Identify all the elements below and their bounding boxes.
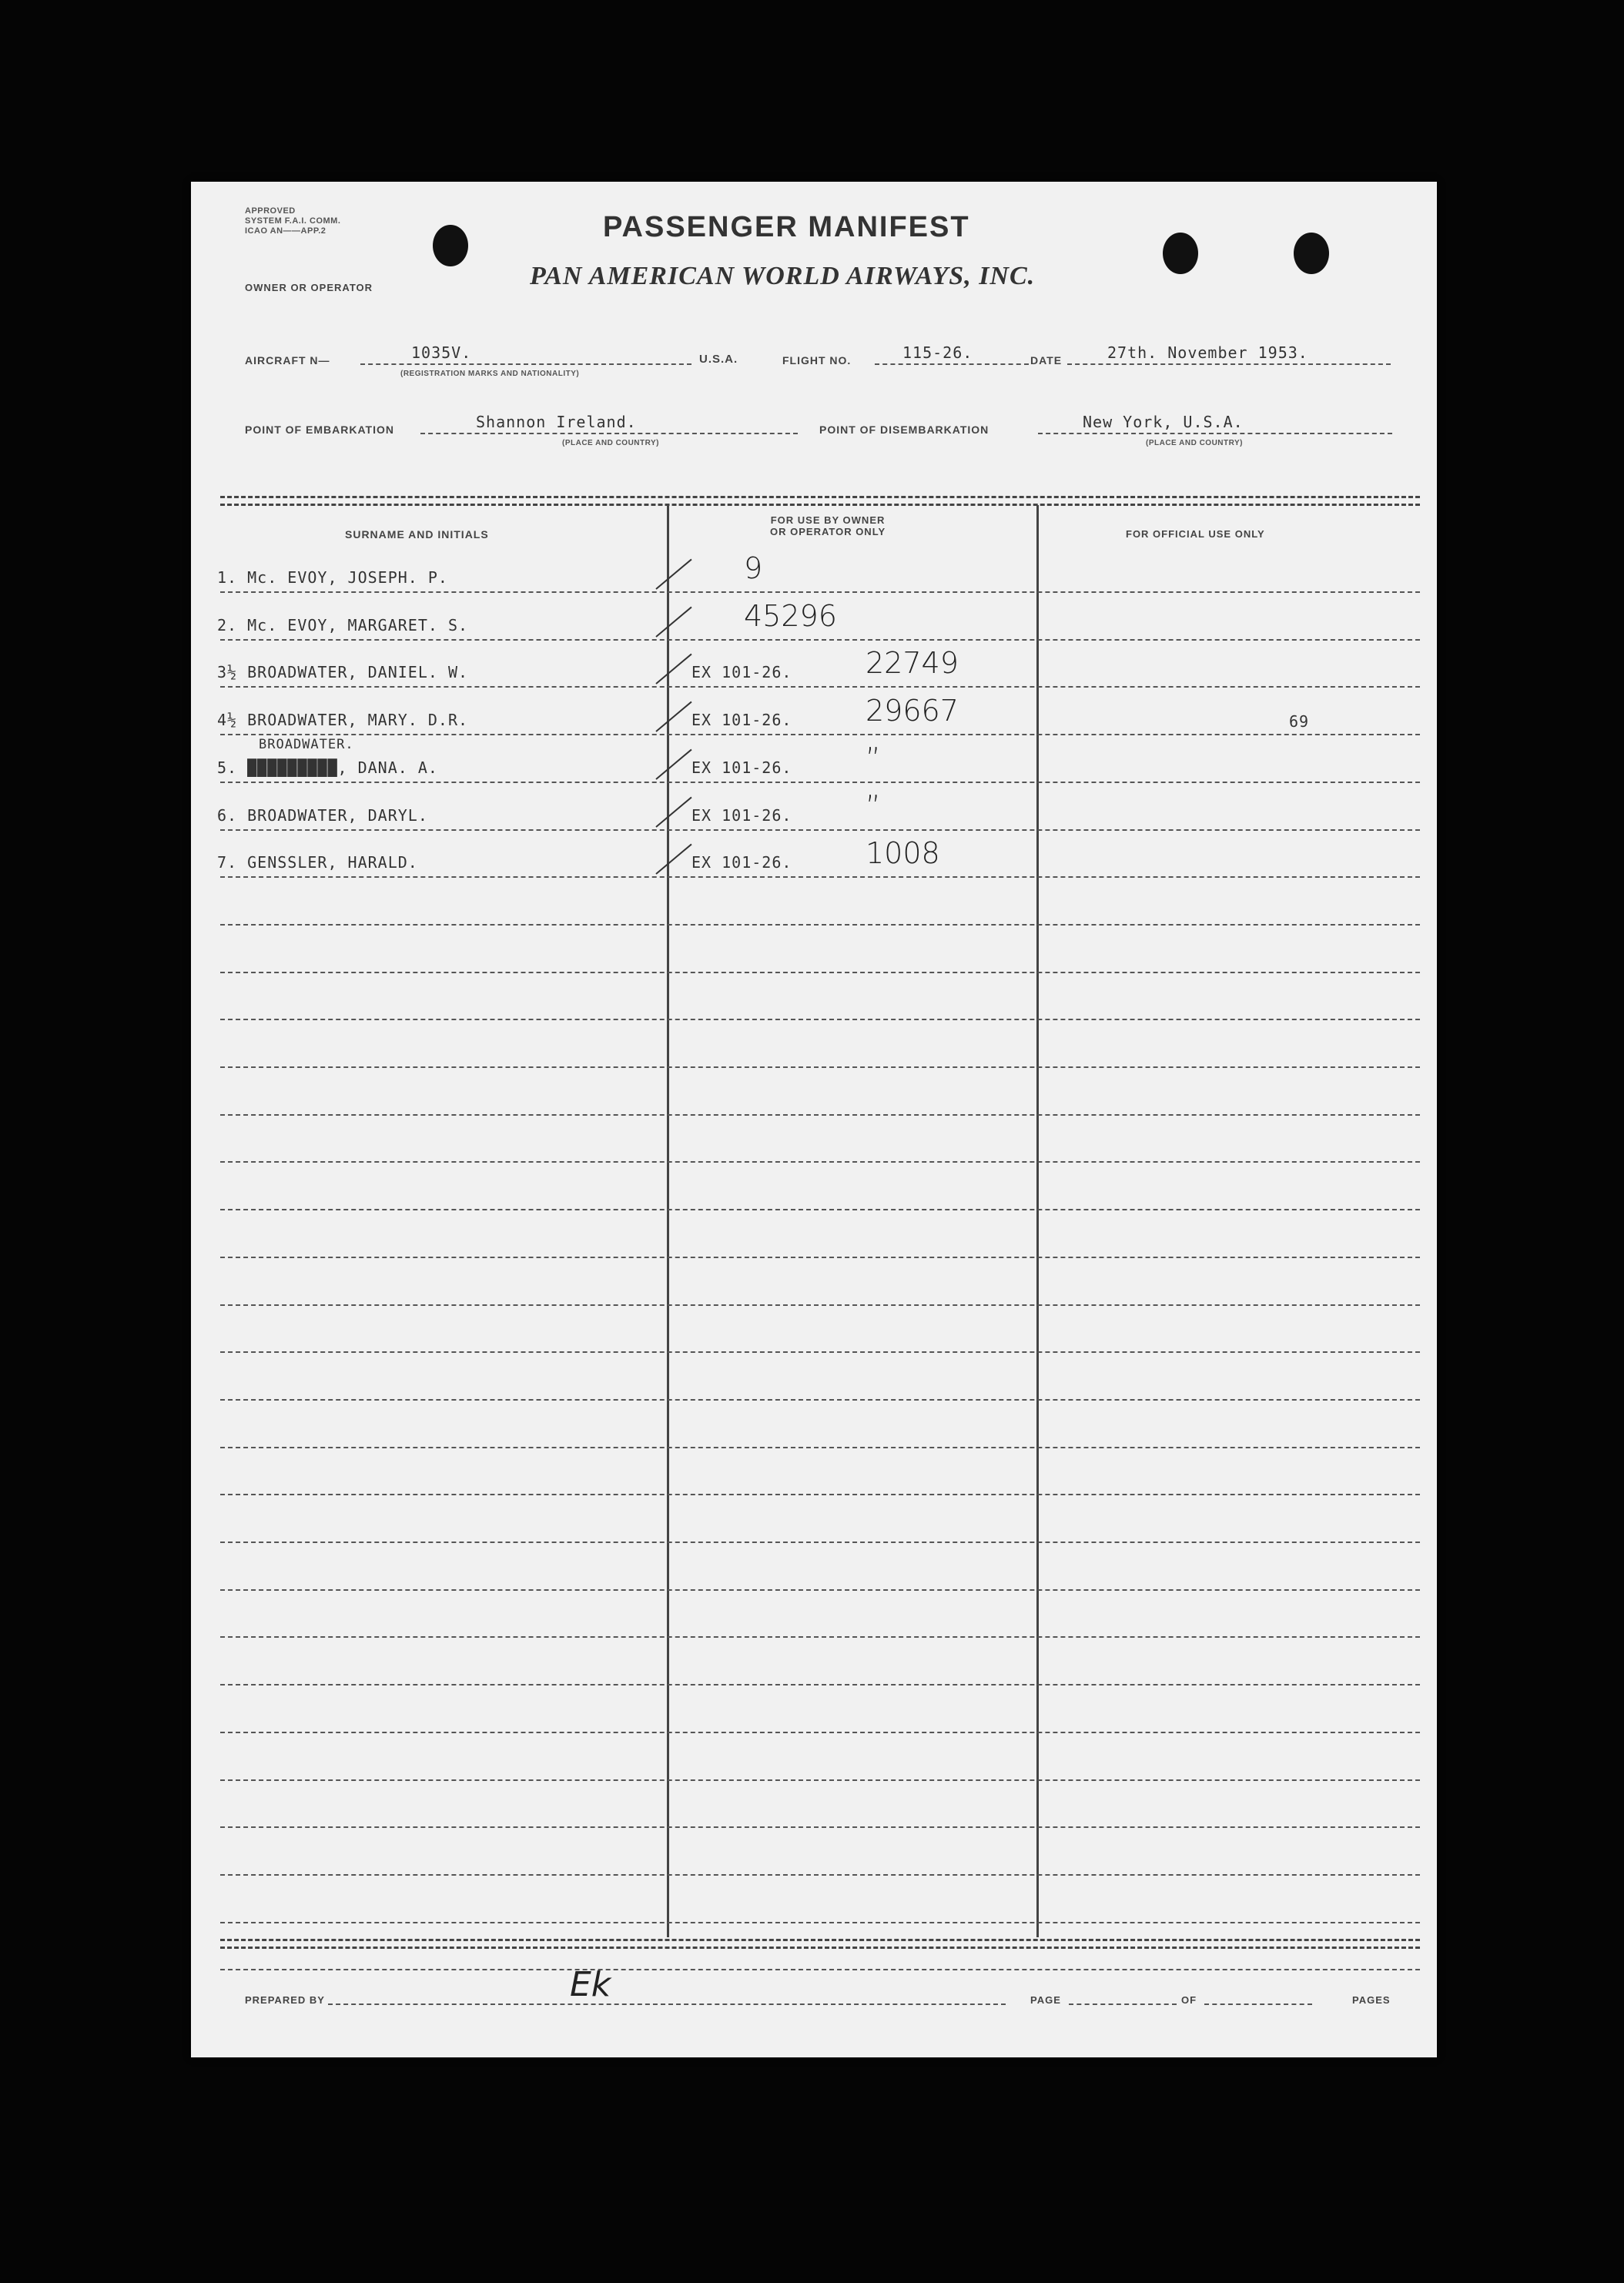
handwritten-number: ” (866, 789, 881, 823)
row-rule (220, 1399, 1420, 1401)
page-label: PAGE (1030, 1994, 1061, 2006)
handwritten-number: 9 (744, 551, 763, 585)
row-rule (220, 972, 1420, 973)
aircraft-value: 1035V. (411, 343, 472, 362)
page-title: PASSENGER MANIFEST (603, 211, 970, 243)
prepared-label: PREPARED BY (245, 1994, 325, 2006)
row-rule (220, 829, 1420, 831)
check-mark-icon (655, 749, 691, 780)
row-rule (220, 1874, 1420, 1876)
table-top-rule (220, 496, 1420, 506)
page-underline (1069, 2003, 1177, 2005)
row-rule (220, 1209, 1420, 1210)
punch-hole (1163, 233, 1198, 274)
handwritten-number: ” (866, 741, 881, 775)
handwritten-number: 1008 (866, 836, 940, 870)
place-note-embark: (PLACE AND COUNTRY) (562, 439, 659, 447)
name-correction: BROADWATER. (259, 737, 354, 752)
row-rule (220, 1922, 1420, 1923)
row-rule (220, 686, 1420, 688)
row-rule (220, 1114, 1420, 1116)
check-mark-icon (655, 607, 691, 638)
usa-label: U.S.A. (699, 353, 738, 366)
pages-label: PAGES (1352, 1994, 1391, 2006)
passenger-name: 5. █████████, DANA. A. (217, 758, 438, 777)
row-rule (220, 734, 1420, 735)
handwritten-number: 22749 (866, 646, 959, 680)
disembark-underline (1038, 433, 1392, 434)
row-rule (220, 1779, 1420, 1781)
embark-value: Shannon Ireland. (476, 413, 637, 431)
row-rule (220, 639, 1420, 641)
check-mark-icon (655, 844, 691, 875)
disembark-value: New York, U.S.A. (1083, 413, 1244, 431)
column-header-owner: FOR USE BY OWNER OR OPERATOR ONLY (770, 514, 886, 537)
table-bottom-rule (220, 1939, 1420, 1949)
row-rule (220, 1969, 1420, 1970)
date-underline (1067, 363, 1391, 365)
embark-underline (420, 433, 798, 434)
row-rule (220, 1019, 1420, 1020)
row-rule (220, 782, 1420, 783)
column-header-name: SURNAME AND INITIALS (345, 528, 489, 541)
row-rule (220, 1542, 1420, 1543)
passenger-code: EX 101-26. (691, 806, 792, 825)
aircraft-underline (360, 363, 691, 365)
date-label: DATE (1030, 354, 1063, 367)
preparer-signature: Ek (570, 1965, 611, 2004)
column-divider (1036, 505, 1039, 1937)
passenger-code: EX 101-26. (691, 758, 792, 777)
row-rule (220, 1589, 1420, 1591)
airline-name: PAN AMERICAN WORLD AIRWAYS, INC. (530, 262, 1036, 290)
punch-hole (433, 225, 468, 266)
row-rule (220, 591, 1420, 593)
check-mark-icon (655, 701, 691, 732)
passenger-code: EX 101-26. (691, 663, 792, 681)
row-rule (220, 1732, 1420, 1733)
row-rule (220, 1304, 1420, 1306)
row-rule (220, 1636, 1420, 1638)
official-note: 69 (1289, 712, 1310, 731)
passenger-name: 2. Mc. EVOY, MARGARET. S. (217, 616, 469, 634)
flight-underline (875, 363, 1029, 365)
passenger-name: 6. BROADWATER, DARYL. (217, 806, 428, 825)
handwritten-number: 45296 (744, 599, 837, 633)
date-value: 27th. November 1953. (1107, 343, 1308, 362)
row-rule (220, 1351, 1420, 1353)
punch-hole (1294, 233, 1329, 274)
check-mark-icon (655, 559, 691, 590)
place-note-disembark: (PLACE AND COUNTRY) (1146, 439, 1243, 447)
flight-value: 115-26. (902, 343, 973, 362)
passenger-name: 3½ BROADWATER, DANIEL. W. (217, 663, 469, 681)
embark-label: POINT OF EMBARKATION (245, 423, 394, 436)
flight-label: FLIGHT NO. (782, 354, 852, 367)
handwritten-number: 29667 (866, 694, 959, 728)
owner-label: OWNER OR OPERATOR (245, 282, 373, 293)
approval-note: APPROVED SYSTEM F.A.I. COMM. ICAO AN——APP.2 (245, 206, 341, 236)
row-rule (220, 1447, 1420, 1448)
of-underline (1204, 2003, 1312, 2005)
row-rule (220, 1684, 1420, 1685)
prepared-underline (328, 2003, 1006, 2005)
registration-note: (REGISTRATION MARKS AND NATIONALITY) (400, 370, 580, 378)
passenger-code: EX 101-26. (691, 711, 792, 729)
passenger-name: 7. GENSSLER, HARALD. (217, 853, 418, 872)
manifest-sheet (191, 182, 1437, 2057)
check-mark-icon (655, 654, 691, 685)
row-rule (220, 876, 1420, 878)
row-rule (220, 1161, 1420, 1163)
check-mark-icon (655, 797, 691, 828)
row-rule (220, 924, 1420, 926)
row-rule (220, 1826, 1420, 1828)
of-label: OF (1181, 1994, 1197, 2006)
row-rule (220, 1494, 1420, 1495)
row-rule (220, 1257, 1420, 1258)
passenger-name: 4½ BROADWATER, MARY. D.R. (217, 711, 469, 729)
passenger-code: EX 101-26. (691, 853, 792, 872)
disembark-label: POINT OF DISEMBARKATION (819, 423, 989, 436)
column-header-official: FOR OFFICIAL USE ONLY (1126, 528, 1265, 540)
passenger-name: 1. Mc. EVOY, JOSEPH. P. (217, 568, 448, 587)
row-rule (220, 1066, 1420, 1068)
aircraft-label: AIRCRAFT N— (245, 354, 330, 367)
